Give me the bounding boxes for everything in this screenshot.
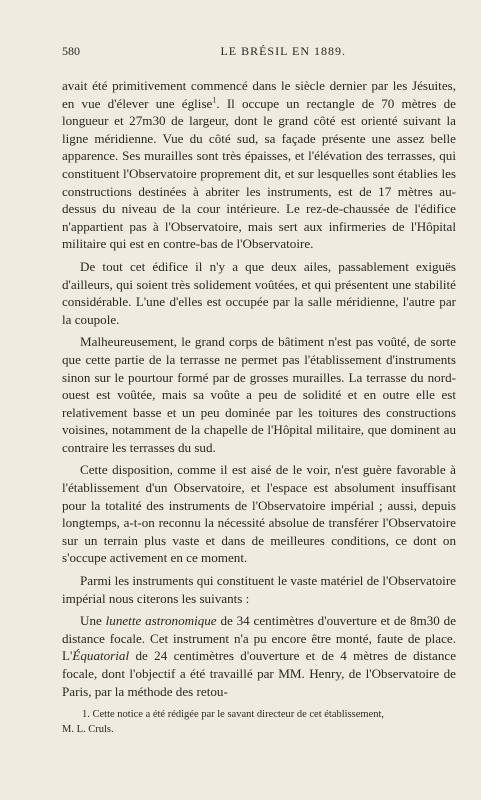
body-text [62, 77, 456, 700]
footnote [62, 707, 456, 737]
paragraph-text: Une [80, 613, 106, 629]
paragraph: Cette disposition, comme il est aisé de le voir, n'est guère favorable à l'établissement d'un Observatoire, et l'espace est absolument insuffisant pour la totalité des instruments de l'Observatoire impérial ; aussi, depuis longtemps, a-t-on reconnu la nécessité absolue de transférer l'Observatoire sur un terrain plus vaste et dans de meilleures conditions, ce dont on s'occupe activement en ce moment. [62, 462, 456, 566]
paragraph-text: de 24 centimètres d'ouverture et de 4 mètres de distance focale, dont l'objectif a été travaillé par MM. Henry, de l'Observatoire de Paris, par la méthode des retou- [62, 648, 456, 699]
running-header [62, 44, 441, 59]
italic-term: Équatorial [72, 648, 130, 664]
paragraph: De tout cet édifice il n'y a que deux ailes, passablement exiguës d'ailleurs, qui soient très solidement voûtées, et qui présentent une stabilité considérable. L'une d'elles est occupée par la salle méridienne, l'autre par la coupole. [62, 258, 456, 327]
paragraph: Parmi les instruments qui constituent le vaste matériel de l'Observatoire impérial nous citerons les suivants : [62, 573, 456, 606]
paragraph [62, 612, 456, 700]
footnote-line: M. L. Cruls. [62, 724, 114, 735]
paragraph: Malheureusement, le grand corps de bâtiment n'est pas voûté, de sorte que cette partie de la terrasse ne permet pas l'établissement d'instruments sinon sur le pourtour formé par de grosses murailles. La terrasse du nord-ouest est voûtée, mais sa voûte a peu de solidité et en outre elle est relativement basse et un peu dominée par les toitures des constructions voisines, notamment de la chapelle de l'Hôpital militaire, que dominent au contraire les terrasses du sud. [62, 334, 456, 455]
footnote-ref: 1 [212, 95, 217, 105]
paragraph-text: avait été primitivement commencé dans le siècle dernier par les Jésuites, en vue d'élever une église [62, 78, 456, 111]
italic-term: lunette astronomique [105, 613, 217, 629]
page-number: 580 [62, 44, 80, 58]
paragraph [62, 77, 456, 253]
paragraph-text: . Il occupe un rectangle de 70 mètres de longueur et 27m30 de largeur, dont le grand côté est orienté suivant la ligne méridienne. Vue du côté sud, sa façade présente une assez belle apparence. Ses murailles sont très épaisses, et l'élévation des terrasses, qui constituent l'Observatoire proprement dit, et sur lesquelles sont établies les constructions destinées à abriter les instruments, est de 17 mètres au-dessus du niveau de la cour intérieure. Le rez-de-chaussée de l'édifice n'appartient pas à l'Observatoire, mais sert aux infirmeries de l'Hôpital militaire qui est en contre-bas de l'Observatoire. [62, 95, 456, 252]
running-title: LE BRÉSIL EN 1889. [220, 44, 346, 58]
paragraph-text: de 34 centimètres d'ouverture et de 8m30 de distance focale. Cet instrument n'a pu encore être monté, faute de place. L' [62, 613, 457, 664]
footnote-line: 1. Cette notice a été rédigée par le savant directeur de cet établissement, [82, 709, 385, 720]
